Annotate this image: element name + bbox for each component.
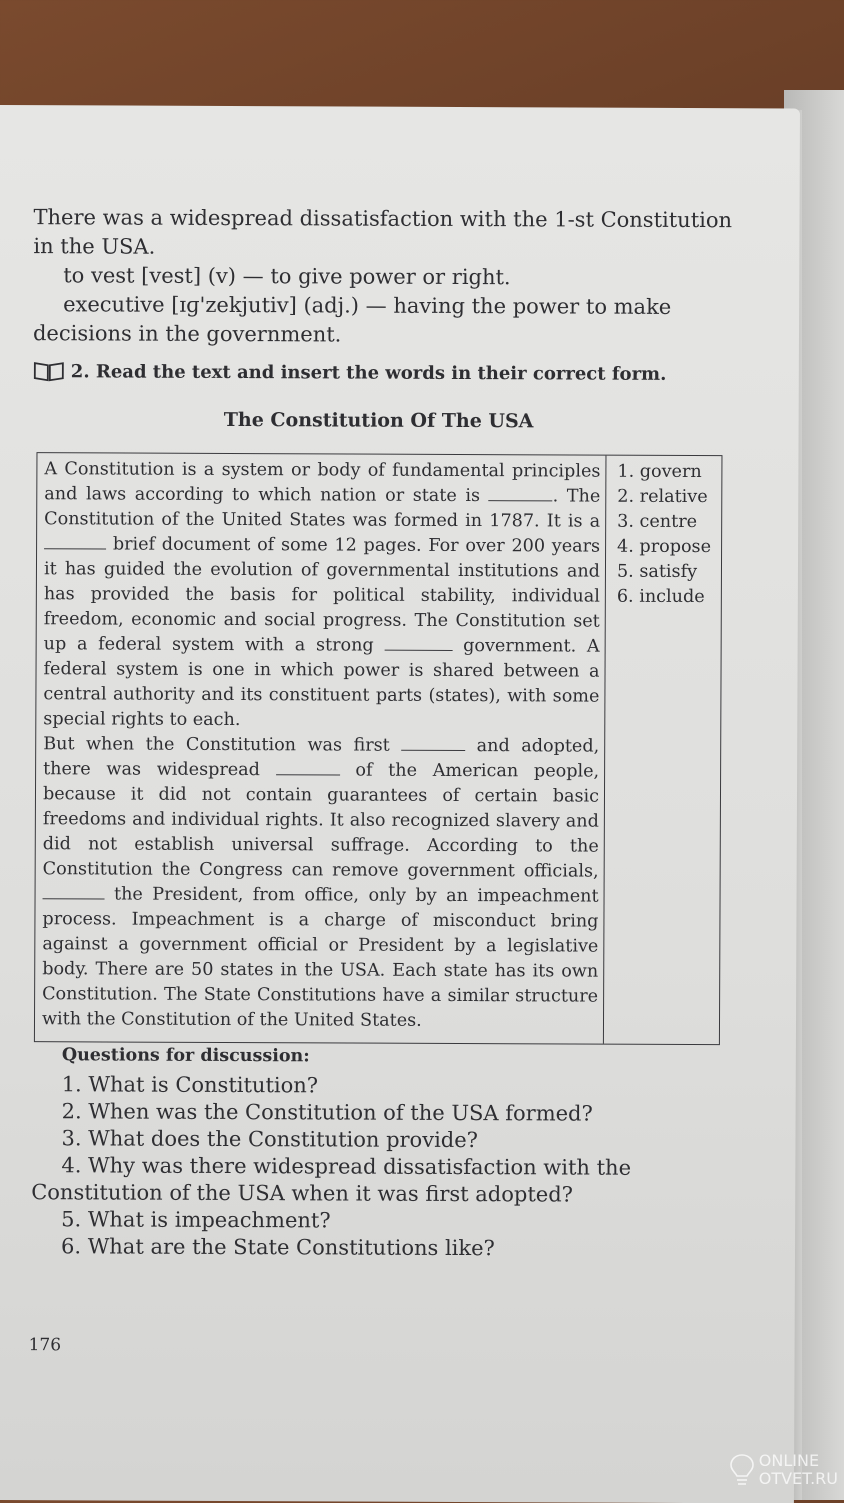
passage-table [34,452,723,1045]
passage-title: The Constitution Of The USA [223,408,534,433]
passage-text [42,457,601,1034]
word-item: 6. include [616,586,705,608]
watermark-text: ONLINE OTVET.RU [758,1451,838,1488]
task-instruction [33,360,667,385]
questions-heading: Questions for discussion: [61,1045,310,1067]
blank-5 [276,762,340,775]
watermark [729,1452,838,1488]
word-item: 3. centre [617,511,698,533]
vocab-executive: executive [ɪɡ'zekjutiv] (adj.) — having the power to make decisions in the government. [32,292,672,347]
task-label: 2. Read the text and insert the words in their correct form. [70,360,667,385]
book-icon [33,360,65,382]
question-item: 2. When was the Constitution of the USA formed? [61,1099,593,1126]
lightbulb-icon [729,1453,755,1487]
word-item: 5. satisfy [616,561,698,583]
word-list [617,460,712,610]
book-page [0,105,800,1503]
blank-4 [401,738,465,751]
question-item: 4. Why was there widespread dissatisfaction with the Constitution of the USA when it was first adopted? [31,1153,632,1207]
passage-paragraph-2: But when the Constitution was first and adopted, there was widespread of the American people, because it did not contain guarantees of certain basic freedoms and individual rights. It also recognized slavery and did not establish universal suffrage. According to the Constitution the Congress can remove government officials, the President, from office, only by an impeachment process. Impeachment is a charge of misconduct bring against a government official or President by a legislative body. There are 50 states in the USA. Each state has its own Constitution. The State Constitutions have a similar structure with the Constitution of the United States. [41,734,600,1031]
page-number: 176 [28,1335,62,1356]
blank-2 [44,536,106,549]
question-item: 5. What is impeachment? [61,1207,331,1233]
intro-block [33,203,734,351]
intro-sentence: There was a widespread dissatisfaction with the 1-st Constitution in the USA. [33,205,733,259]
word-item: 1. govern [617,461,702,483]
questions-list [31,1071,722,1263]
blank-3 [384,638,452,651]
blank-6 [43,886,105,899]
word-item: 4. propose [617,536,712,558]
blank-1 [489,488,553,501]
word-item: 2. relative [617,486,708,508]
column-divider [603,456,607,1044]
passage-paragraph-1: A Constitution is a system or body of fundamental principles and laws according to which nation or state is . The Constitution of the United States was formed in 1787. It is a brief document of some 12 pages. For over 200 years it has guided the evolution of governmental institutions and has provided the basis for political stability, individual freedom, economic and social progress. The Constitution set up a federal system with a strong government. A federal system is one in which power is shared between a central authority and its constituent parts (states), with some special rights to each. [43,459,601,731]
question-item: 1. What is Constitution? [61,1072,319,1098]
question-item: 6. What are the State Constitutions like? [60,1234,495,1261]
vocab-vest: to vest [vest] (v) — to give power or right. [63,263,511,290]
question-item: 3. What does the Constitution provide? [61,1126,478,1153]
